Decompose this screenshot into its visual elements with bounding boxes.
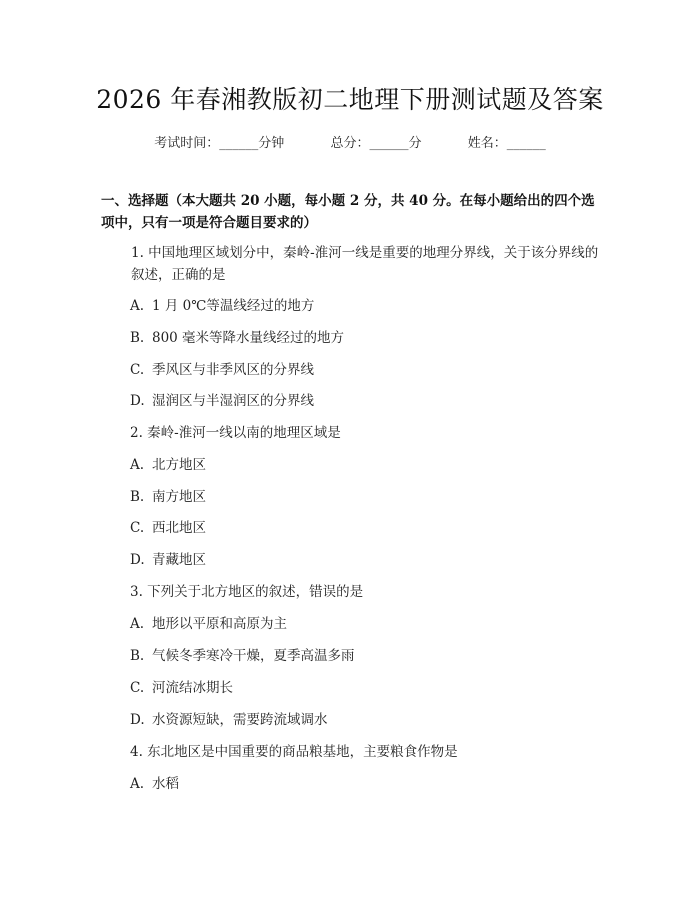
question-stem-3: 3. 下列关于北方地区的叙述，错误的是: [130, 584, 364, 600]
question-1-option-c: C. 季风区与非季风区的分界线: [130, 362, 314, 378]
question-3-option-d: D. 水资源短缺，需要跨流域调水: [130, 712, 328, 728]
exam-meta-line: [0, 132, 700, 151]
page-title: 2026 年春湘教版初二地理下册测试题及答案: [96, 85, 604, 114]
total-score-field: 总分：______分: [330, 136, 422, 151]
question-2-option-c: C. 西北地区: [130, 520, 206, 536]
student-name-field: 姓名：______: [467, 136, 546, 151]
question-stem-2: 2. 秦岭-淮河一线以南的地理区域是: [130, 425, 341, 441]
question-3-option-a: A. 地形以平原和高原为主: [130, 616, 287, 632]
question-2-option-d: D. 青藏地区: [130, 552, 206, 568]
question-1-option-b: B. 800 毫米等降水量线经过的地方: [130, 330, 345, 346]
question-3-option-b: B. 气候冬季寒冷干燥，夏季高温多雨: [130, 648, 355, 664]
question-4-option-a: A. 水稻: [130, 776, 179, 792]
exam-time-field: 考试时间：______分钟: [154, 136, 285, 151]
question-2-option-b: B. 南方地区: [130, 489, 206, 505]
question-3-option-c: C. 河流结冰期长: [130, 680, 233, 696]
question-stem-4: 4. 东北地区是中国重要的商品粮基地，主要粮食作物是: [130, 744, 458, 760]
section-heading: 一、选择题（本大题共 20 小题，每小题 2 分，共 40 分。在每小题给出的四个选项中，只有一项是符合题目要求的）: [101, 193, 595, 231]
question-2-option-a: A. 北方地区: [130, 457, 206, 473]
question-1-option-a: A. 1 月 0℃等温线经过的地方: [130, 298, 315, 314]
question-stem-1: 1. 中国地理区域划分中，秦岭-淮河一线是重要的地理分界线，关于该分界线的叙述，正确的是: [131, 245, 599, 283]
question-1-option-d: D. 湿润区与半湿润区的分界线: [130, 393, 314, 409]
